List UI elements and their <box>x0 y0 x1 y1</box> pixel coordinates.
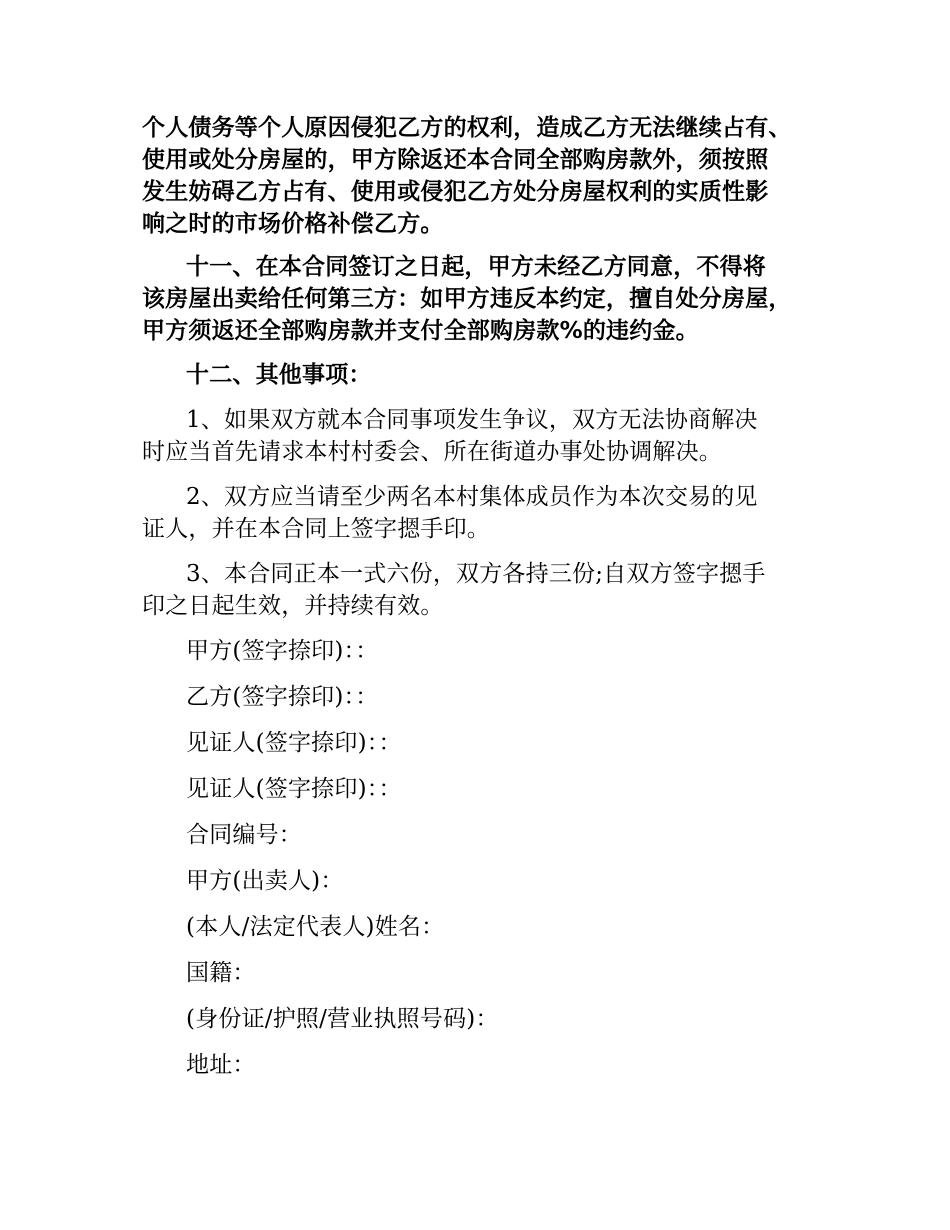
clause-12-heading: 十二、其他事项： <box>186 362 372 388</box>
party-a-signature-label: 甲方(签字捺印)：： <box>186 638 379 664</box>
text-line: 十一、在本合同签订之日起，甲方未经乙方同意，不得将 <box>186 254 766 280</box>
text-line: 响之时的市场价格补偿乙方。 <box>142 211 444 237</box>
party-b-signature-label: 乙方(签字捺印)：： <box>186 684 379 710</box>
name-label: (本人/法定代表人)姓名： <box>186 914 445 940</box>
text-line: 该房屋出卖给任何第三方：如甲方违反本约定，擅自处分房屋， <box>142 286 792 312</box>
text-line: 3、本合同正本一式六份，双方各持三份;自双方签字摁手 <box>186 561 766 587</box>
nationality-label: 国籍： <box>186 960 256 986</box>
text-line: 个人债务等个人原因侵犯乙方的权利，造成乙方无法继续占有、 <box>142 115 792 141</box>
text-line: 甲方须返还全部购房款并支付全部购房款%的违约金。 <box>142 318 699 344</box>
id-number-label: (身份证/护照/营业执照号码)： <box>186 1006 499 1032</box>
address-label: 地址： <box>186 1052 256 1078</box>
text-line: 1、如果双方就本合同事项发生争议，双方无法协商解决 <box>186 407 758 433</box>
text-line: 印之日起生效，并持续有效。 <box>142 593 444 619</box>
witness-1-signature-label: 见证人(签字捺印)：： <box>186 730 402 756</box>
text-line: 使用或处分房屋的，甲方除返还本合同全部购房款外，须按照 <box>142 147 769 173</box>
seller-label: 甲方(出卖人)： <box>186 868 344 894</box>
contract-number-label: 合同编号： <box>186 822 302 848</box>
text-line: 时应当首先请求本村村委会、所在街道办事处协调解决。 <box>142 439 722 465</box>
text-line: 2、双方应当请至少两名本村集体成员作为本次交易的见 <box>186 484 758 510</box>
text-line: 证人，并在本合同上签字摁手印。 <box>142 516 490 542</box>
text-line: 发生妨碍乙方占有、使用或侵犯乙方处分房屋权利的实质性影 <box>142 179 769 205</box>
witness-2-signature-label: 见证人(签字捺印)：： <box>186 776 402 802</box>
